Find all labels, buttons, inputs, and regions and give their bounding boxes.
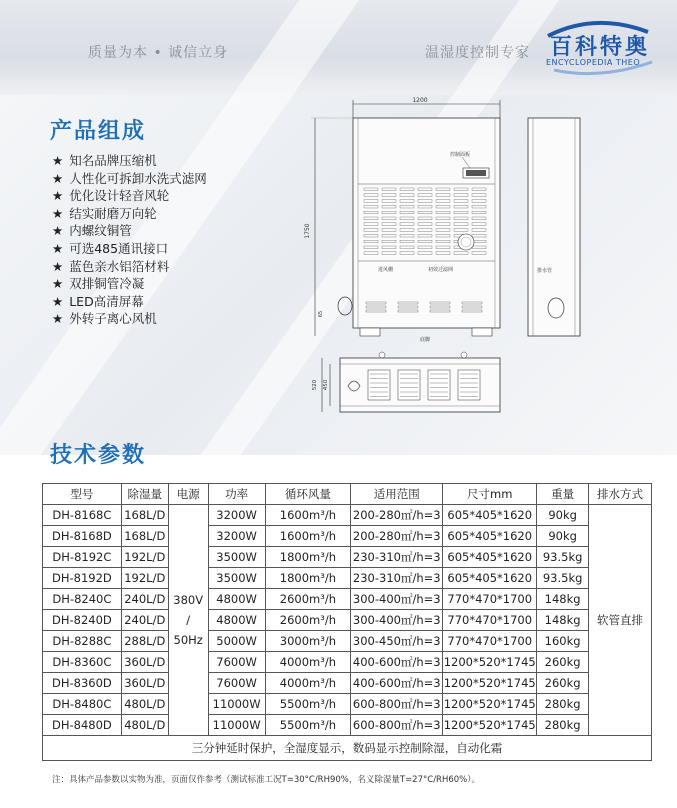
table-cell: 192L/D — [121, 568, 168, 589]
table-cell: 240L/D — [121, 589, 168, 610]
feature-item — [52, 258, 207, 276]
table-cell: DH-8168D — [43, 526, 122, 547]
table-cell: DH-8192D — [43, 568, 122, 589]
table-cell: 605*405*1620 — [443, 568, 537, 589]
table-cell: DH-8360D — [43, 673, 122, 694]
feature-text: 内螺纹铜管 — [69, 223, 132, 239]
table-cell: 480L/D — [121, 694, 168, 715]
feature-item — [52, 240, 207, 258]
table-cell: 770*470*1700 — [443, 631, 537, 652]
power-supply-line: / — [186, 613, 191, 627]
power-supply-line: 50Hz — [173, 633, 203, 647]
table-cell: 168L/D — [121, 505, 168, 526]
column-header: 型号 — [43, 484, 122, 505]
table-cell: 7600W — [208, 673, 265, 694]
table-cell: 11000W — [208, 694, 265, 715]
table-cell: DH-8288C — [43, 631, 122, 652]
table-cell: 400-600㎡/h=3 — [351, 673, 443, 694]
column-header: 排水方式 — [589, 484, 652, 505]
table-cell: 280kg — [537, 715, 589, 736]
feature-text: 优化设计轻音风轮 — [69, 188, 170, 204]
table-cell: 148kg — [537, 589, 589, 610]
top-vent-box — [428, 370, 450, 400]
table-cell: 90kg — [537, 505, 589, 526]
column-header: 适用范围 — [351, 484, 443, 505]
table-cell: DH-8168C — [43, 505, 122, 526]
dimension-width-label: 1200 — [412, 97, 428, 104]
star-icon: ★ — [52, 276, 64, 292]
table-cell: 3500W — [208, 547, 265, 568]
table-cell: 7600W — [208, 652, 265, 673]
top-vent-box — [398, 370, 420, 400]
feature-text: 双排铜管冷凝 — [69, 276, 145, 292]
table-cell: 3200W — [208, 505, 265, 526]
table-cell: 1600m³/h — [265, 526, 351, 547]
table-row — [43, 505, 652, 526]
dimension-depth-450: 450 — [323, 379, 329, 391]
table-cell: 770*470*1700 — [443, 589, 537, 610]
top-vent-box — [368, 370, 390, 400]
footnote: 注：具体产品参数以实物为准，页面仅作参考（测试标准工况T=30°C/RH90%，名义除湿量T=27°C/RH60%）。 — [52, 775, 480, 785]
table-cell: 5500m³/h — [265, 715, 351, 736]
table-cell: 4000m³/h — [265, 652, 351, 673]
table-row — [43, 652, 652, 673]
product-title: 产品组成 — [50, 119, 147, 144]
table-cell: 300-400㎡/h=3 — [351, 589, 443, 610]
column-header: 尺寸mm — [443, 484, 537, 505]
table-cell: 4000m³/h — [265, 673, 351, 694]
table-cell: 3500W — [208, 568, 265, 589]
table-cell: 200-280㎡/h=3 — [351, 505, 443, 526]
feature-item — [52, 222, 207, 240]
table-cell: 3200W — [208, 526, 265, 547]
table-cell: DH-8240C — [43, 589, 122, 610]
feature-item — [52, 170, 207, 188]
table-row — [43, 526, 652, 547]
logo-english-text: ENCYCLOPEDIA THEO — [546, 58, 641, 67]
slogan-right: 温湿度控制专家 — [425, 45, 530, 61]
star-icon: ★ — [52, 170, 64, 186]
spec-table — [42, 483, 652, 761]
star-icon: ★ — [52, 293, 64, 309]
table-cell: 288L/D — [121, 631, 168, 652]
label-drain: 排水管 — [537, 268, 553, 274]
feature-text: 结实耐磨万向轮 — [69, 205, 157, 221]
star-icon: ★ — [52, 153, 64, 168]
table-row — [43, 610, 652, 631]
front-view-body — [353, 118, 500, 328]
table-cell: DH-8360C — [43, 652, 122, 673]
table-cell: 605*405*1620 — [443, 526, 537, 547]
table-cell: 300-400㎡/h=3 — [351, 610, 443, 631]
table-cell: 168L/D — [121, 526, 168, 547]
table-cell: 1200*520*1745 — [443, 715, 537, 736]
column-header: 重量 — [537, 484, 589, 505]
table-cell: 400-600㎡/h=3 — [351, 652, 443, 673]
dimension-depth-520: 520 — [312, 379, 318, 391]
table-cell: 240L/D — [121, 610, 168, 631]
table-cell: 600-800㎡/h=3 — [351, 715, 443, 736]
table-cell: 5500m³/h — [265, 694, 351, 715]
side-view-body — [528, 118, 580, 336]
power-supply-cell — [168, 505, 208, 736]
top-vent-box — [458, 370, 480, 400]
star-icon: ★ — [52, 258, 64, 274]
table-cell: 230-310㎡/h=3 — [351, 547, 443, 568]
table-cell: 2600m³/h — [265, 589, 351, 610]
table-cell: 1800m³/h — [265, 568, 351, 589]
power-supply-line: 380V — [173, 593, 204, 607]
wheel — [472, 328, 492, 336]
star-icon: ★ — [52, 205, 64, 221]
table-note-row — [43, 736, 652, 761]
star-icon: ★ — [52, 240, 64, 256]
label-inlet: 进风栅 — [378, 267, 394, 273]
table-cell: 160kg — [537, 631, 589, 652]
table-row — [43, 589, 652, 610]
table-cell: 360L/D — [121, 652, 168, 673]
table-header-row — [43, 484, 652, 505]
table-cell: 93.5kg — [537, 547, 589, 568]
table-row — [43, 673, 652, 694]
feature-item — [52, 275, 207, 293]
table-cell: 90kg — [537, 526, 589, 547]
table-cell: 1200*520*1745 — [443, 673, 537, 694]
table-cell: 1800m³/h — [265, 547, 351, 568]
table-cell: DH-8240D — [43, 610, 122, 631]
table-cell: 600-800㎡/h=3 — [351, 694, 443, 715]
feature-item — [52, 205, 207, 223]
table-cell: 360L/D — [121, 673, 168, 694]
feature-text: 外转子离心风机 — [69, 311, 157, 327]
drain-hose-icon — [338, 297, 352, 315]
feature-text: 人性化可拆卸水洗式滤网 — [69, 170, 207, 186]
drain-method-cell: 软管直排 — [589, 505, 652, 736]
table-cell: DH-8480D — [43, 715, 122, 736]
table-note: 三分钟延时保护，全湿度显示，数码显示控制除湿，自动化霜 — [43, 736, 652, 761]
dimension-height-label: 1750 — [304, 223, 311, 239]
table-row — [43, 694, 652, 715]
table-cell: 192L/D — [121, 547, 168, 568]
feature-item — [52, 310, 207, 328]
feature-item — [52, 293, 207, 311]
feature-text: 蓝色亲水铝箔材料 — [69, 258, 170, 274]
star-icon: ★ — [52, 223, 64, 239]
table-cell: 605*405*1620 — [443, 505, 537, 526]
table-cell: 605*405*1620 — [443, 547, 537, 568]
feature-item — [52, 187, 207, 205]
dimension-wheel-label: 65 — [318, 310, 324, 318]
slogan-left: 质量为本 • 诚信立身 — [88, 45, 229, 61]
table-cell: 280kg — [537, 694, 589, 715]
table-row — [43, 568, 652, 589]
brand-logo — [540, 18, 658, 76]
table-cell: 11000W — [208, 715, 265, 736]
table-row — [43, 547, 652, 568]
table-cell: 2600m³/h — [265, 610, 351, 631]
fan-icon — [458, 234, 474, 250]
feature-item — [52, 152, 207, 170]
column-header: 除湿量 — [121, 484, 168, 505]
feature-text: LED高清屏幕 — [69, 293, 144, 309]
technical-drawing — [300, 96, 600, 436]
table-row — [43, 631, 652, 652]
star-icon: ★ — [52, 311, 64, 327]
specs-title: 技术参数 — [50, 443, 147, 468]
table-cell: 93.5kg — [537, 568, 589, 589]
table-cell: 4800W — [208, 610, 265, 631]
table-cell: 260kg — [537, 652, 589, 673]
table-cell: 1200*520*1745 — [443, 652, 537, 673]
label-filter: 初效过滤网 — [428, 267, 454, 273]
table-cell: 1600m³/h — [265, 505, 351, 526]
feature-list — [52, 152, 207, 328]
table-cell: 5000W — [208, 631, 265, 652]
column-header: 循环风量 — [265, 484, 351, 505]
table-cell: 200-280㎡/h=3 — [351, 526, 443, 547]
column-header: 功率 — [208, 484, 265, 505]
table-cell: 3000m³/h — [265, 631, 351, 652]
table-cell: 260kg — [537, 673, 589, 694]
table-cell: 300-450㎡/h=3 — [351, 631, 443, 652]
wheel — [360, 328, 380, 336]
table-row — [43, 715, 652, 736]
column-header: 电源 — [168, 484, 208, 505]
table-cell: DH-8480C — [43, 694, 122, 715]
star-icon: ★ — [52, 188, 64, 204]
feature-text: 知名品牌压缩机 — [69, 153, 157, 168]
table-cell: DH-8192C — [43, 547, 122, 568]
logo-chinese-text: 百科特奥 — [550, 35, 651, 60]
label-base: 底脚 — [420, 337, 431, 343]
table-cell: 770*470*1700 — [443, 610, 537, 631]
table-cell: 1200*520*1745 — [443, 694, 537, 715]
table-cell: 148kg — [537, 610, 589, 631]
table-cell: 230-310㎡/h=3 — [351, 568, 443, 589]
label-control-panel: 控制面板 — [450, 152, 471, 158]
table-cell: 480L/D — [121, 715, 168, 736]
table-cell: 4800W — [208, 589, 265, 610]
feature-text: 可选485通讯接口 — [69, 240, 169, 256]
